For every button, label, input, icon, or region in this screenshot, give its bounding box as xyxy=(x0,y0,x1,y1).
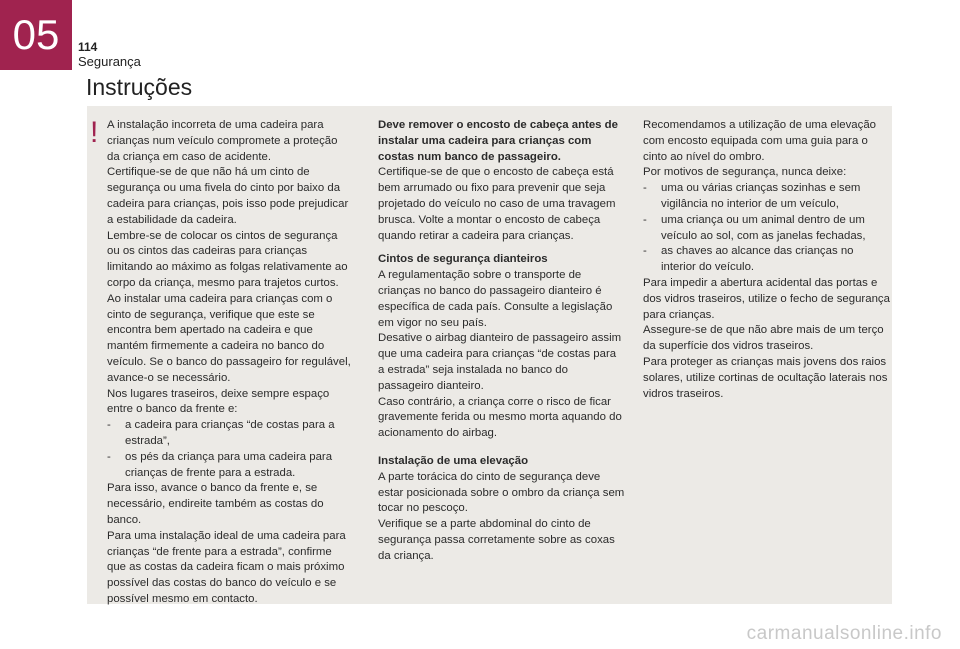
warning-icon: ! xyxy=(90,116,99,149)
paragraph: Recomendamos a utilização de uma elevação com encosto equipada com uma guia para o cinto ao nível do ombro. xyxy=(643,119,877,163)
paragraph: Caso contrário, a criança corre o risco de ficar gravemente ferida ou mesmo morta aquando do acionamento do airbag. xyxy=(378,395,622,440)
spacer xyxy=(378,244,625,252)
paragraph: Certifique-se de que o encosto de cabeça está bem arrumado ou fixo para prevenir que seja projetado do veículo no caso de uma travagem brusca. Volte a montar o encosto de cabeça quando retirar a cadeira para crianças. xyxy=(378,166,616,242)
paragraph: A parte torácica do cinto de segurança deve estar posicionada sobre o ombro da criança sem tocar no pescoço. xyxy=(378,470,625,515)
paragraph: Para isso, avance o banco da frente e, se necessário, endireite também as costas do banco. xyxy=(107,482,324,526)
paragraph: Nos lugares traseiros, deixe sempre espaço entre o banco da frente e: xyxy=(107,387,330,416)
list-item xyxy=(107,450,353,482)
heading: Deve remover o encosto de cabeça antes de instalar uma cadeira para crianças com costas num banco de passageiro. xyxy=(378,119,618,163)
list-dash: - xyxy=(643,182,647,195)
chapter-badge xyxy=(0,0,72,70)
list-item xyxy=(643,244,891,276)
chapter-number: 05 xyxy=(12,11,60,58)
list-dash: - xyxy=(643,213,647,226)
paragraph: Lembre-se de colocar os cintos de segurança ou os cintos das cadeiras para crianças limitando ao máximo as folgas relativamente ao corpo da criança, mesmo para trajetos curtos. xyxy=(107,229,348,289)
list-item-text: a cadeira para crianças “de costas para a estrada”, xyxy=(125,419,335,447)
section-label: Segurança xyxy=(78,54,141,69)
paragraph: Para uma instalação ideal de uma cadeira para crianças “de frente para a estrada”, confirme que as costas da cadeira ficam o mais próximo possível das costas do banco do veículo e se possível mesmo em contacto. xyxy=(107,529,346,605)
paragraph: Para impedir a abertura acidental das portas e dos vidros traseiros, utilize o fecho de segurança para crianças. xyxy=(643,276,890,321)
list-item xyxy=(643,181,891,213)
paragraph: Verifique se a parte abdominal do cinto de segurança passa corretamente sobre as coxas da criança. xyxy=(378,518,615,562)
list-item-text: os pés da criança para uma cadeira para crianças de frente para a estrada. xyxy=(125,450,333,479)
paragraph: A regulamentação sobre o transporte de crianças no banco do passageiro dianteiro é específica de cada país. Consulte a legislação em vigor no seu país. xyxy=(378,269,613,329)
list-dash: - xyxy=(107,419,111,432)
paragraph: Ao instalar uma cadeira para crianças com o cinto de segurança, verifique que este se encontra bem apertado na cadeira e que mantém firmemente a cadeira no banco do veículo. Se o banco do passageiro for regulável, avance-o se necessário. xyxy=(107,292,351,384)
list-item xyxy=(643,213,891,245)
spacer xyxy=(378,442,625,454)
heading: Cintos de segurança dianteiros xyxy=(378,253,548,266)
list-item-text: as chaves ao alcance das crianças no interior do veículo. xyxy=(661,245,854,274)
paragraph: Desative o airbag dianteiro de passageiro assim que uma cadeira para crianças “de costas para a estrada” seja instalada no banco do passageiro dianteiro. xyxy=(378,332,622,392)
heading: Instalação de uma elevação xyxy=(378,454,529,467)
page-number: 114 xyxy=(78,40,98,54)
paragraph: A instalação incorreta de uma cadeira para crianças num veículo compromete a proteção da criança em caso de acidente. xyxy=(107,119,338,163)
list-item-text: uma ou várias crianças sozinhas e sem vigilância no interior de um veículo, xyxy=(661,182,861,210)
paragraph: Por motivos de segurança, nunca deixe: xyxy=(643,166,847,179)
paragraph: Certifique-se de que não há um cinto de segurança ou uma fivela do cinto por baixo da cadeira para crianças, pois isso pode prejudicar a estabilidade da cadeira. xyxy=(107,166,349,226)
list-item-text: uma criança ou um animal dentro de um veículo ao sol, com as janelas fechadas, xyxy=(661,213,866,242)
list-item xyxy=(107,418,353,450)
list-dash: - xyxy=(643,245,647,258)
paragraph: Para proteger as crianças mais jovens dos raios solares, utilize cortinas de ocultação laterais nos vidros traseiros. xyxy=(643,355,888,400)
column-3 xyxy=(643,118,891,402)
page-title: Instruções xyxy=(86,74,193,100)
list-dash: - xyxy=(107,450,111,463)
column-2 xyxy=(378,118,625,565)
watermark: carmanualsonline.info xyxy=(746,623,942,644)
paragraph: Assegure-se de que não abre mais de um terço da superfície dos vidros traseiros. xyxy=(643,324,884,353)
column-1 xyxy=(107,118,353,608)
